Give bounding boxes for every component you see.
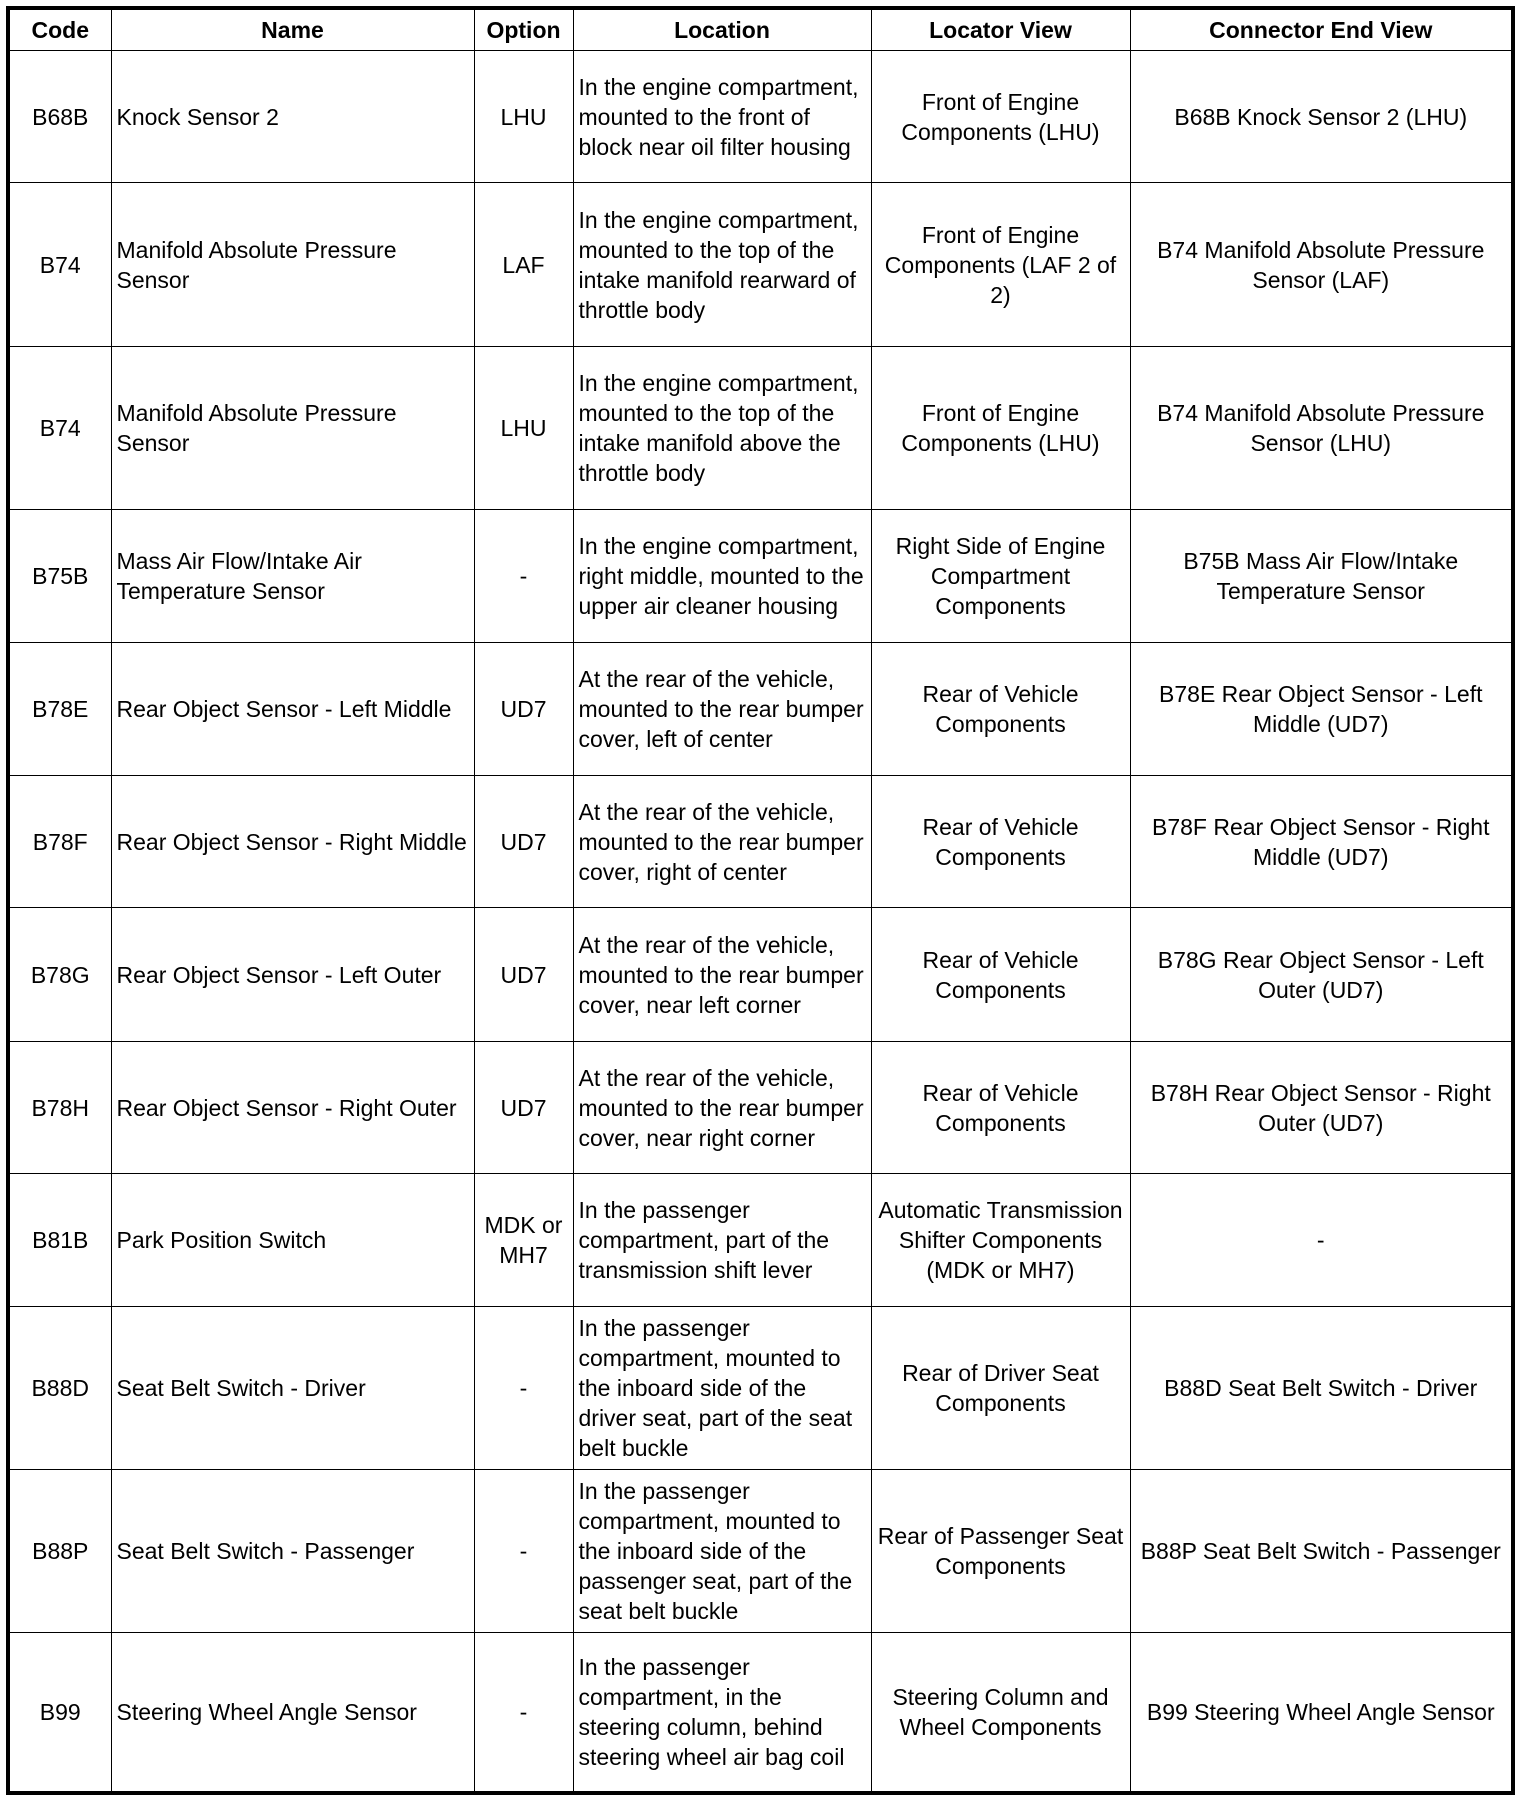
table-row <box>8 776 1513 908</box>
name-cell: Manifold Absolute Pressure Sensor <box>111 347 474 510</box>
code-cell: B88D <box>8 1307 111 1470</box>
option-cell: - <box>474 1633 573 1793</box>
locator-view-cell: Automatic Transmission Shifter Components (MDK or MH7) <box>871 1174 1130 1307</box>
option-cell: LHU <box>474 347 573 510</box>
option-cell: UD7 <box>474 643 573 776</box>
locator-view-cell: Right Side of Engine Compartment Components <box>871 510 1130 643</box>
table-row <box>8 183 1513 347</box>
locator-view-cell: Front of Engine Components (LHU) <box>871 347 1130 510</box>
name-cell: Rear Object Sensor - Right Middle <box>111 776 474 908</box>
code-cell: B75B <box>8 510 111 643</box>
code-cell: B99 <box>8 1633 111 1793</box>
location-cell: In the passenger compartment, mounted to the inboard side of the driver seat, part of the seat belt buckle <box>573 1307 871 1470</box>
locator-view-cell: Rear of Passenger Seat Components <box>871 1470 1130 1633</box>
location-cell: At the rear of the vehicle, mounted to the rear bumper cover, left of center <box>573 643 871 776</box>
connector-end-view-cell: B88D Seat Belt Switch - Driver <box>1130 1307 1513 1470</box>
location-cell: In the engine compartment, right middle, mounted to the upper air cleaner housing <box>573 510 871 643</box>
connector-end-view-cell: B78E Rear Object Sensor - Left Middle (UD7) <box>1130 643 1513 776</box>
location-cell: In the passenger compartment, in the steering column, behind steering wheel air bag coil <box>573 1633 871 1793</box>
connector-end-view-cell: B78F Rear Object Sensor - Right Middle (UD7) <box>1130 776 1513 908</box>
table-row <box>8 51 1513 183</box>
header-row <box>8 8 1513 51</box>
option-cell: UD7 <box>474 1042 573 1174</box>
name-cell: Rear Object Sensor - Left Middle <box>111 643 474 776</box>
component-locator-table <box>6 6 1515 1795</box>
location-cell: At the rear of the vehicle, mounted to the rear bumper cover, near left corner <box>573 908 871 1042</box>
header-option: Option <box>474 8 573 51</box>
header-code: Code <box>8 8 111 51</box>
connector-end-view-cell: B75B Mass Air Flow/Intake Temperature Sensor <box>1130 510 1513 643</box>
option-cell: - <box>474 1307 573 1470</box>
code-cell: B78F <box>8 776 111 908</box>
header-name: Name <box>111 8 474 51</box>
location-cell: At the rear of the vehicle, mounted to the rear bumper cover, right of center <box>573 776 871 908</box>
table-row <box>8 1470 1513 1633</box>
location-cell: In the passenger compartment, mounted to the inboard side of the passenger seat, part of the seat belt buckle <box>573 1470 871 1633</box>
table-row <box>8 908 1513 1042</box>
connector-end-view-cell: B74 Manifold Absolute Pressure Sensor (LHU) <box>1130 347 1513 510</box>
code-cell: B78E <box>8 643 111 776</box>
locator-view-cell: Steering Column and Wheel Components <box>871 1633 1130 1793</box>
option-cell: LHU <box>474 51 573 183</box>
option-cell: - <box>474 510 573 643</box>
location-cell: In the passenger compartment, part of the transmission shift lever <box>573 1174 871 1307</box>
locator-view-cell: Front of Engine Components (LHU) <box>871 51 1130 183</box>
name-cell: Rear Object Sensor - Left Outer <box>111 908 474 1042</box>
header-connector-end-view: Connector End View <box>1130 8 1513 51</box>
name-cell: Rear Object Sensor - Right Outer <box>111 1042 474 1174</box>
connector-end-view-cell: B78G Rear Object Sensor - Left Outer (UD7) <box>1130 908 1513 1042</box>
locator-view-cell: Rear of Vehicle Components <box>871 776 1130 908</box>
name-cell: Steering Wheel Angle Sensor <box>111 1633 474 1793</box>
name-cell: Mass Air Flow/Intake Air Temperature Sensor <box>111 510 474 643</box>
name-cell: Knock Sensor 2 <box>111 51 474 183</box>
header-locator-view: Locator View <box>871 8 1130 51</box>
connector-end-view-cell: - <box>1130 1174 1513 1307</box>
connector-end-view-cell: B78H Rear Object Sensor - Right Outer (UD7) <box>1130 1042 1513 1174</box>
table-row <box>8 1174 1513 1307</box>
locator-view-cell: Rear of Driver Seat Components <box>871 1307 1130 1470</box>
name-cell: Manifold Absolute Pressure Sensor <box>111 183 474 347</box>
location-cell: At the rear of the vehicle, mounted to the rear bumper cover, near right corner <box>573 1042 871 1174</box>
code-cell: B78G <box>8 908 111 1042</box>
connector-end-view-cell: B74 Manifold Absolute Pressure Sensor (LAF) <box>1130 183 1513 347</box>
name-cell: Seat Belt Switch - Passenger <box>111 1470 474 1633</box>
option-cell: UD7 <box>474 908 573 1042</box>
option-cell: MDK or MH7 <box>474 1174 573 1307</box>
connector-end-view-cell: B88P Seat Belt Switch - Passenger <box>1130 1470 1513 1633</box>
locator-view-cell: Front of Engine Components (LAF 2 of 2) <box>871 183 1130 347</box>
option-cell: UD7 <box>474 776 573 908</box>
code-cell: B78H <box>8 1042 111 1174</box>
location-cell: In the engine compartment, mounted to the front of block near oil filter housing <box>573 51 871 183</box>
code-cell: B74 <box>8 347 111 510</box>
table-row <box>8 643 1513 776</box>
locator-view-cell: Rear of Vehicle Components <box>871 1042 1130 1174</box>
table-row <box>8 1042 1513 1174</box>
name-cell: Park Position Switch <box>111 1174 474 1307</box>
connector-end-view-cell: B99 Steering Wheel Angle Sensor <box>1130 1633 1513 1793</box>
code-cell: B68B <box>8 51 111 183</box>
code-cell: B88P <box>8 1470 111 1633</box>
table-row <box>8 347 1513 510</box>
location-cell: In the engine compartment, mounted to the top of the intake manifold rearward of throttle body <box>573 183 871 347</box>
locator-view-cell: Rear of Vehicle Components <box>871 908 1130 1042</box>
option-cell: LAF <box>474 183 573 347</box>
code-cell: B81B <box>8 1174 111 1307</box>
table-row <box>8 510 1513 643</box>
location-cell: In the engine compartment, mounted to the top of the intake manifold above the throttle body <box>573 347 871 510</box>
table-row <box>8 1307 1513 1470</box>
table-row <box>8 1633 1513 1793</box>
locator-view-cell: Rear of Vehicle Components <box>871 643 1130 776</box>
header-location: Location <box>573 8 871 51</box>
connector-end-view-cell: B68B Knock Sensor 2 (LHU) <box>1130 51 1513 183</box>
name-cell: Seat Belt Switch - Driver <box>111 1307 474 1470</box>
code-cell: B74 <box>8 183 111 347</box>
option-cell: - <box>474 1470 573 1633</box>
